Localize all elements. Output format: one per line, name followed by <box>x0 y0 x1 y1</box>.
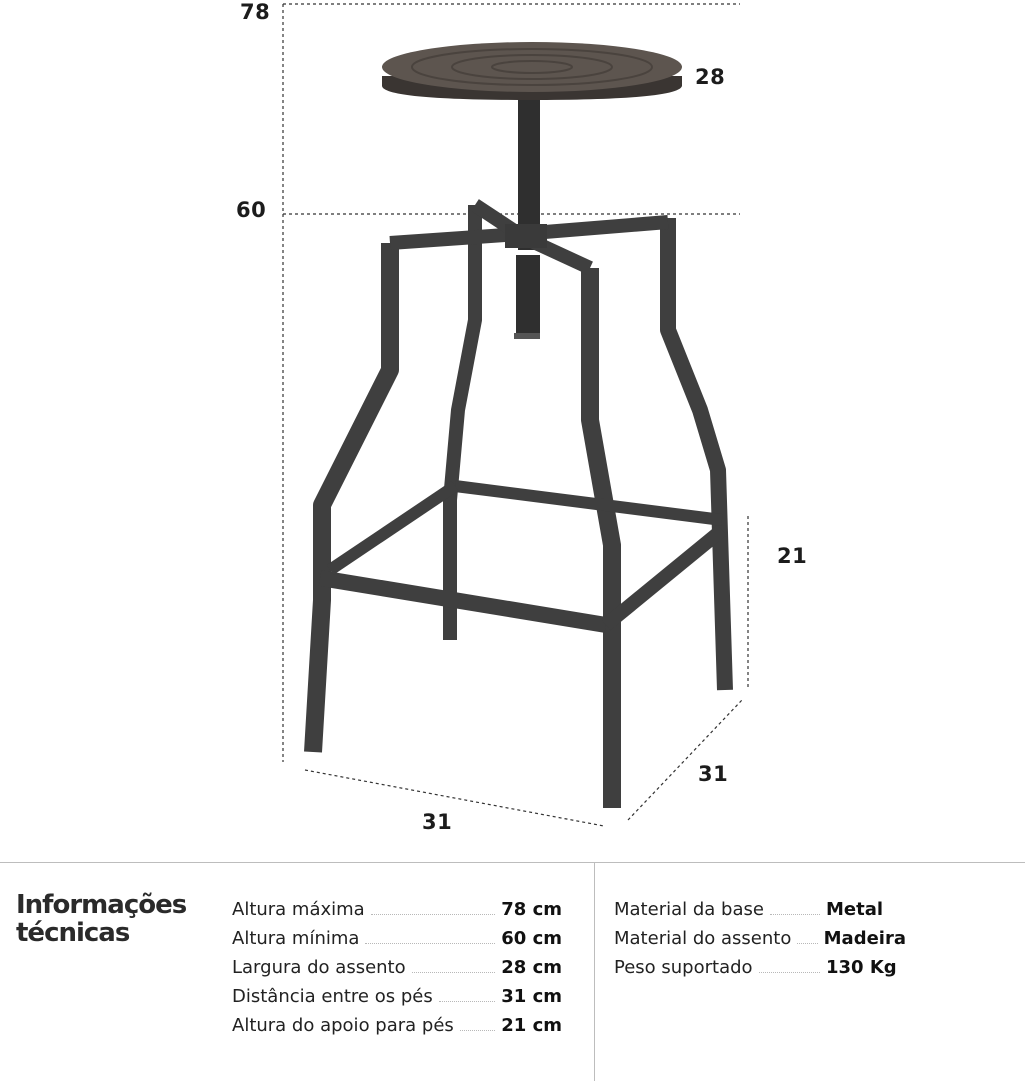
spec-value: 78 cm <box>501 899 562 920</box>
center-hub <box>505 224 547 248</box>
spec-label: Largura do assento <box>232 957 406 978</box>
spec-value: 60 cm <box>501 928 562 949</box>
dot-leader <box>759 972 820 973</box>
dot-leader <box>412 972 496 973</box>
spec-value: 21 cm <box>501 1015 562 1036</box>
spec-label: Distância entre os pés <box>232 986 433 1007</box>
technical-info-panel <box>0 862 1025 1081</box>
spec-row-min-height <box>232 928 562 952</box>
dot-leader <box>770 914 820 915</box>
dim-max-height: 78 <box>240 0 271 24</box>
dim-min-height: 60 <box>236 198 267 222</box>
spec-value: Metal <box>826 899 884 920</box>
technical-info-heading <box>16 891 206 947</box>
spec-value: Madeira <box>823 928 906 949</box>
spec-label: Peso suportado <box>614 957 753 978</box>
dimension-lines <box>283 4 748 826</box>
spec-value: 28 cm <box>501 957 562 978</box>
dim-footrest-height: 21 <box>777 544 808 568</box>
seat <box>382 42 682 100</box>
column-divider <box>594 863 595 1081</box>
dot-leader <box>371 914 496 915</box>
dim-depth: 31 <box>698 762 729 786</box>
spec-label: Material da base <box>614 899 764 920</box>
screw-shaft <box>514 100 540 339</box>
spec-label: Altura máxima <box>232 899 365 920</box>
dim-width: 31 <box>422 810 453 834</box>
spec-label: Material do assento <box>614 928 792 949</box>
spec-row-foot-distance <box>232 986 562 1010</box>
spec-row-supported-weight <box>614 957 906 981</box>
dim-seat-width: 28 <box>695 65 726 89</box>
spec-row-base-material <box>614 899 906 923</box>
spec-row-footrest-height <box>232 1015 562 1039</box>
spec-row-max-height <box>232 899 562 923</box>
dot-leader <box>439 1001 496 1002</box>
spec-value: 130 Kg <box>826 957 897 978</box>
heading-line-2: técnicas <box>16 918 130 948</box>
dot-leader <box>460 1030 495 1031</box>
dot-leader <box>797 943 817 944</box>
spec-label: Altura mínima <box>232 928 360 949</box>
spec-label: Altura do apoio para pés <box>232 1015 454 1036</box>
heading-line-1: Informações <box>16 890 187 920</box>
dot-leader <box>365 943 495 944</box>
spec-row-seat-width <box>232 957 562 981</box>
spec-value: 31 cm <box>501 986 562 1007</box>
spec-row-seat-material <box>614 928 906 952</box>
